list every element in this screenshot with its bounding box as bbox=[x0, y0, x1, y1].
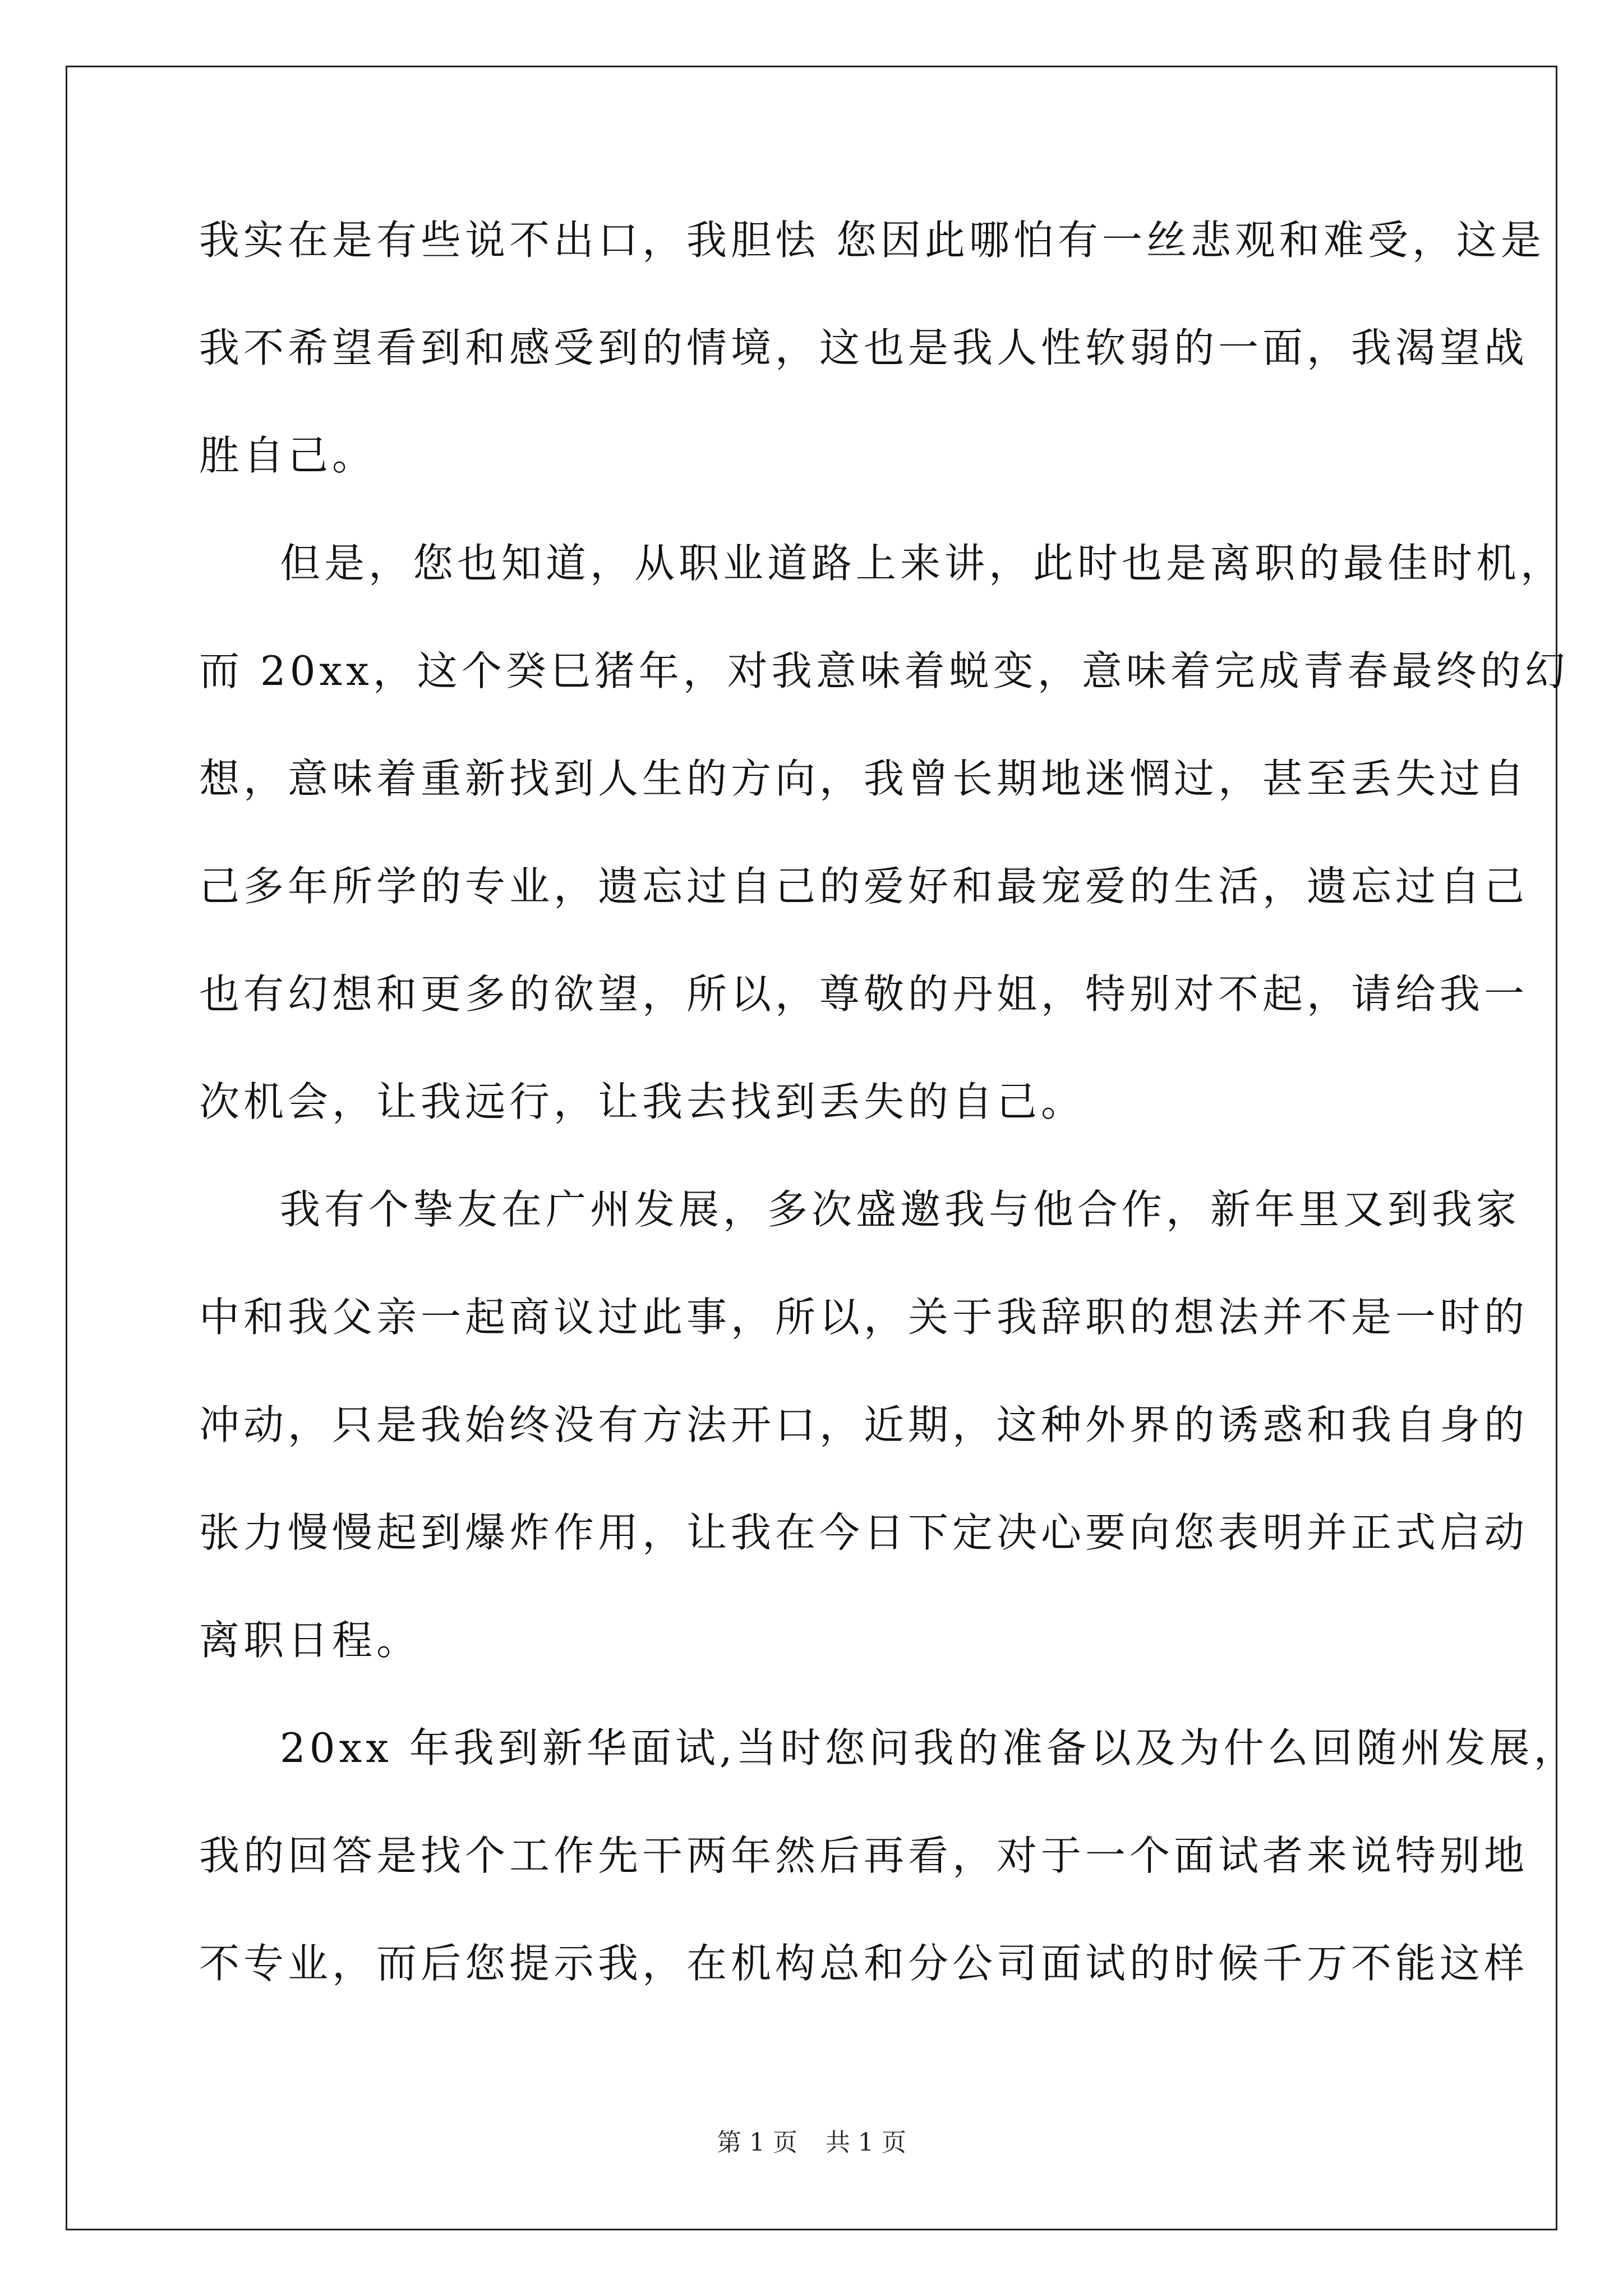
text-line: 己多年所学的专业，遗忘过自己的爱好和最宠爱的生活，遗忘过自己 bbox=[199, 863, 1529, 910]
page-footer bbox=[0, 2126, 1623, 2160]
text-line: 也有幻想和更多的欲望，所以，尊敬的丹姐，特别对不起，请给我一 bbox=[199, 970, 1529, 1018]
text-line: 不专业，而后您提示我，在机构总和分公司面试的时候千万不能这样 bbox=[199, 1940, 1529, 1987]
text-line: 冲动，只是我始终没有方法开口，近期，这种外界的诱惑和我自身的 bbox=[199, 1401, 1529, 1448]
text-line: 中和我父亲一起商议过此事，所以，关于我辞职的想法并不是一时的 bbox=[199, 1294, 1529, 1341]
paragraph-start-line: 20xx 年我到新华面试,当时您问我的准备以及为什么回随州发展， bbox=[280, 1724, 1578, 1772]
text-line: 而 20xx，这个癸巳猪年，对我意味着蜕变，意味着完成青春最终的幻 bbox=[199, 647, 1569, 694]
text-line: 次机会，让我远行，让我去找到丢失的自己。 bbox=[199, 1078, 1086, 1125]
text-line: 张力慢慢起到爆炸作用，让我在今日下定决心要向您表明并正式启动 bbox=[199, 1509, 1529, 1556]
text-line: 我实在是有些说不出口，我胆怯 您因此哪怕有一丝悲观和难受，这是 bbox=[199, 217, 1545, 264]
text-line: 想，意味着重新找到人生的方向，我曾长期地迷惘过，甚至丢失过自 bbox=[199, 755, 1529, 802]
text-line: 胜自己。 bbox=[199, 432, 377, 479]
page-number: 第 1 页 bbox=[717, 2128, 797, 2157]
page-total: 共 1 页 bbox=[826, 2128, 906, 2157]
paragraph-start-line: 但是，您也知道，从职业道路上来讲，此时也是离职的最佳时机， bbox=[280, 540, 1565, 587]
text-line: 我的回答是找个工作先干两年然后再看，对于一个面试者来说特别地 bbox=[199, 1832, 1529, 1879]
document-body bbox=[199, 213, 1578, 2044]
text-line: 离职日程。 bbox=[199, 1617, 421, 1664]
paragraph-start-line: 我有个挚友在广州发展，多次盛邀我与他合作，新年里又到我家 bbox=[280, 1186, 1521, 1233]
text-line: 我不希望看到和感受到的情境，这也是我人性软弱的一面，我渴望战 bbox=[199, 324, 1529, 371]
